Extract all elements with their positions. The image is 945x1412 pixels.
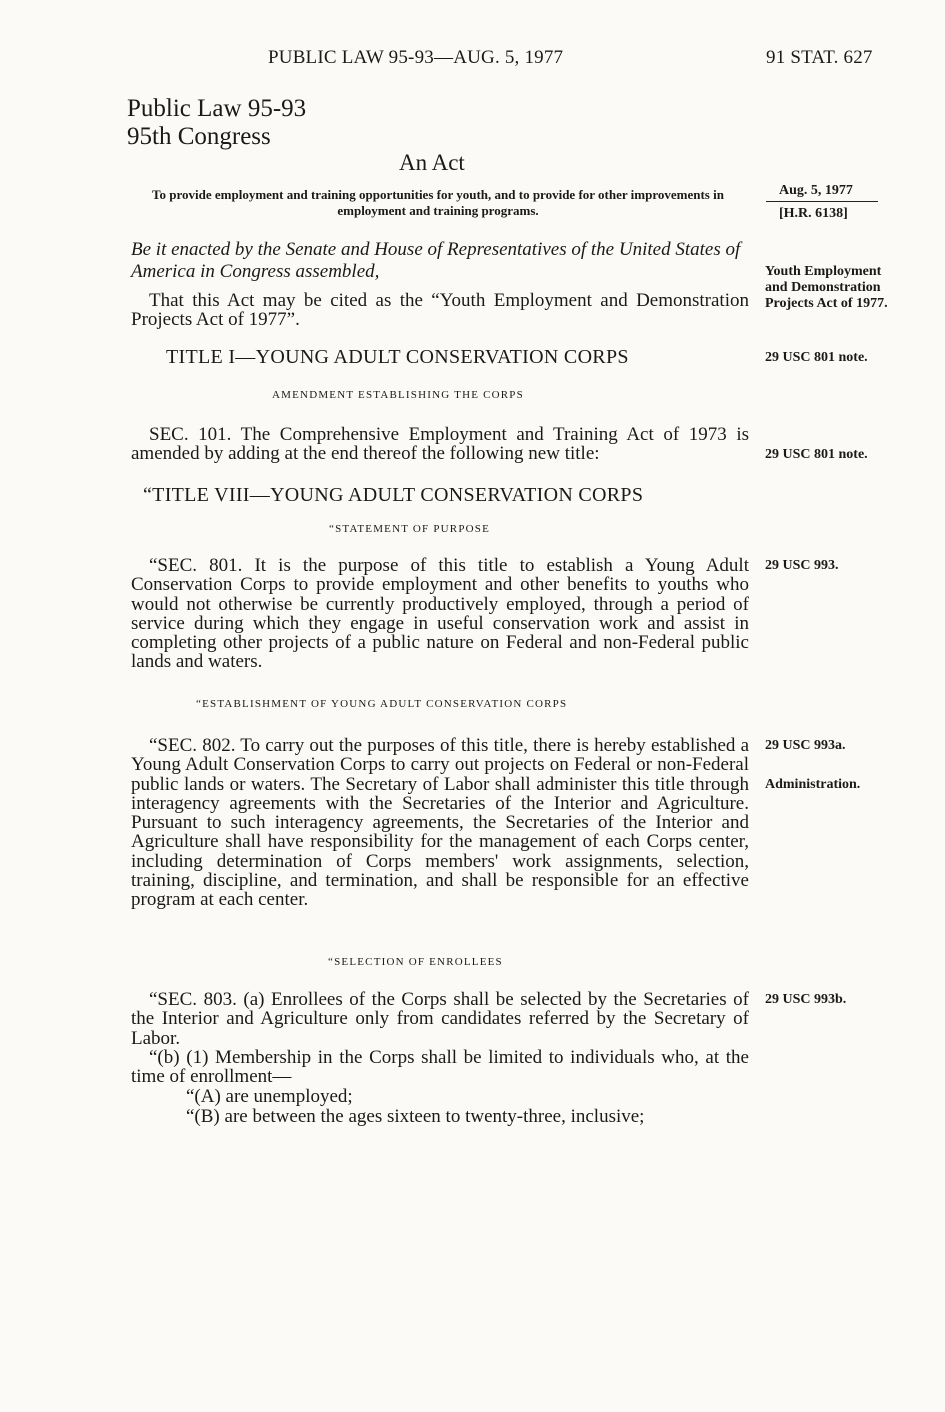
margin-usc-801-note: 29 USC 801 note. [765,350,868,365]
establishment-heading: “ESTABLISHMENT OF YOUNG ADULT CONSERVATION CORPS [196,698,568,710]
margin-date: Aug. 5, 1977 [779,183,853,198]
enacting-clause: Be it enacted by the Senate and House of Representatives of the United States of America in Congress assembled, [131,239,741,282]
margin-administration: Administration. [765,777,861,792]
section-803a [131,990,749,1048]
act-label: An Act [399,150,465,175]
congress-label: 95th Congress [127,123,271,150]
margin-usc-801-note-2: 29 USC 801 note. [765,447,868,462]
short-title-paragraph [131,291,749,330]
act-purpose: To provide employment and training opportunities for youth, and to provide for other improvements in employment and training programs. [152,187,724,218]
title-one-heading: TITLE I—YOUNG ADULT CONSERVATION CORPS [166,346,629,368]
margin-usc-993b: 29 USC 993b. [765,992,847,1007]
statement-of-purpose-heading: “STATEMENT OF PURPOSE [329,523,491,535]
public-law-number: Public Law 95-93 [127,95,307,122]
short-title-text: That this Act may be cited as the “Youth Employment and Demonstration Projects Act of 1977”. [131,290,749,331]
list-item-b: “(B) are between the ages sixteen to twenty-three, inclusive; [186,1106,645,1127]
title-eight-heading: “TITLE VIII—YOUNG ADULT CONSERVATION CORPS [143,484,644,506]
section-802 [131,736,749,910]
section-801 [131,556,749,672]
margin-usc-993a: 29 USC 993a. [765,738,846,753]
section-803b1 [131,1048,749,1087]
margin-usc-993: 29 USC 993. [765,558,839,573]
margin-rule [766,201,878,202]
section-803a-text: “SEC. 803. (a) Enrollees of the Corps shall be selected by the Secretaries of the Interior and Agriculture only from candidates referred by the Secretary of Labor. [131,989,749,1049]
section-802-text: “SEC. 802. To carry out the purposes of this title, there is hereby established a Young Adult Conservation Corps to carry out projects on Federal or non-Federal public lands or waters. The Secretary of Labor shall administer this title through interagency agreements with the Secretaries of the Interior and Agriculture. Pursuant to such interagency agreements, the Secretaries of the Interior and Agriculture shall have responsibility for the management of each Corps center, including determination of Corps members' work assignments, selection, training, discipline, and termination, and shall be responsible for an effective program at each center. [131,735,749,911]
section-101-text: SEC. 101. The Comprehensive Employment and Training Act of 1973 is amended by adding at the end thereof the following new title: [131,424,749,465]
selection-heading: “SELECTION OF ENROLLEES [328,956,503,968]
stat-page-number: 91 STAT. 627 [766,47,873,68]
margin-short-title-note: Youth Employment and Demonstration Projects Act of 1977. [765,264,888,311]
list-item-a: “(A) are unemployed; [186,1086,353,1107]
amendment-subheading: AMENDMENT ESTABLISHING THE CORPS [272,389,524,401]
section-101 [131,425,749,464]
margin-bill: [H.R. 6138] [779,206,848,221]
running-head: PUBLIC LAW 95-93—AUG. 5, 1977 [268,47,564,68]
section-803b1-text: “(b) (1) Membership in the Corps shall be limited to individuals who, at the time of enrollment— [131,1047,749,1088]
section-801-text: “SEC. 801. It is the purpose of this title to establish a Young Adult Conservation Corps to provide employment and other benefits to youths who would not otherwise be currently productively employed, through a period of service during which they engage in useful conservation work and assist in completing other projects of a public nature on Federal and non-Federal public lands and waters. [131,555,749,673]
